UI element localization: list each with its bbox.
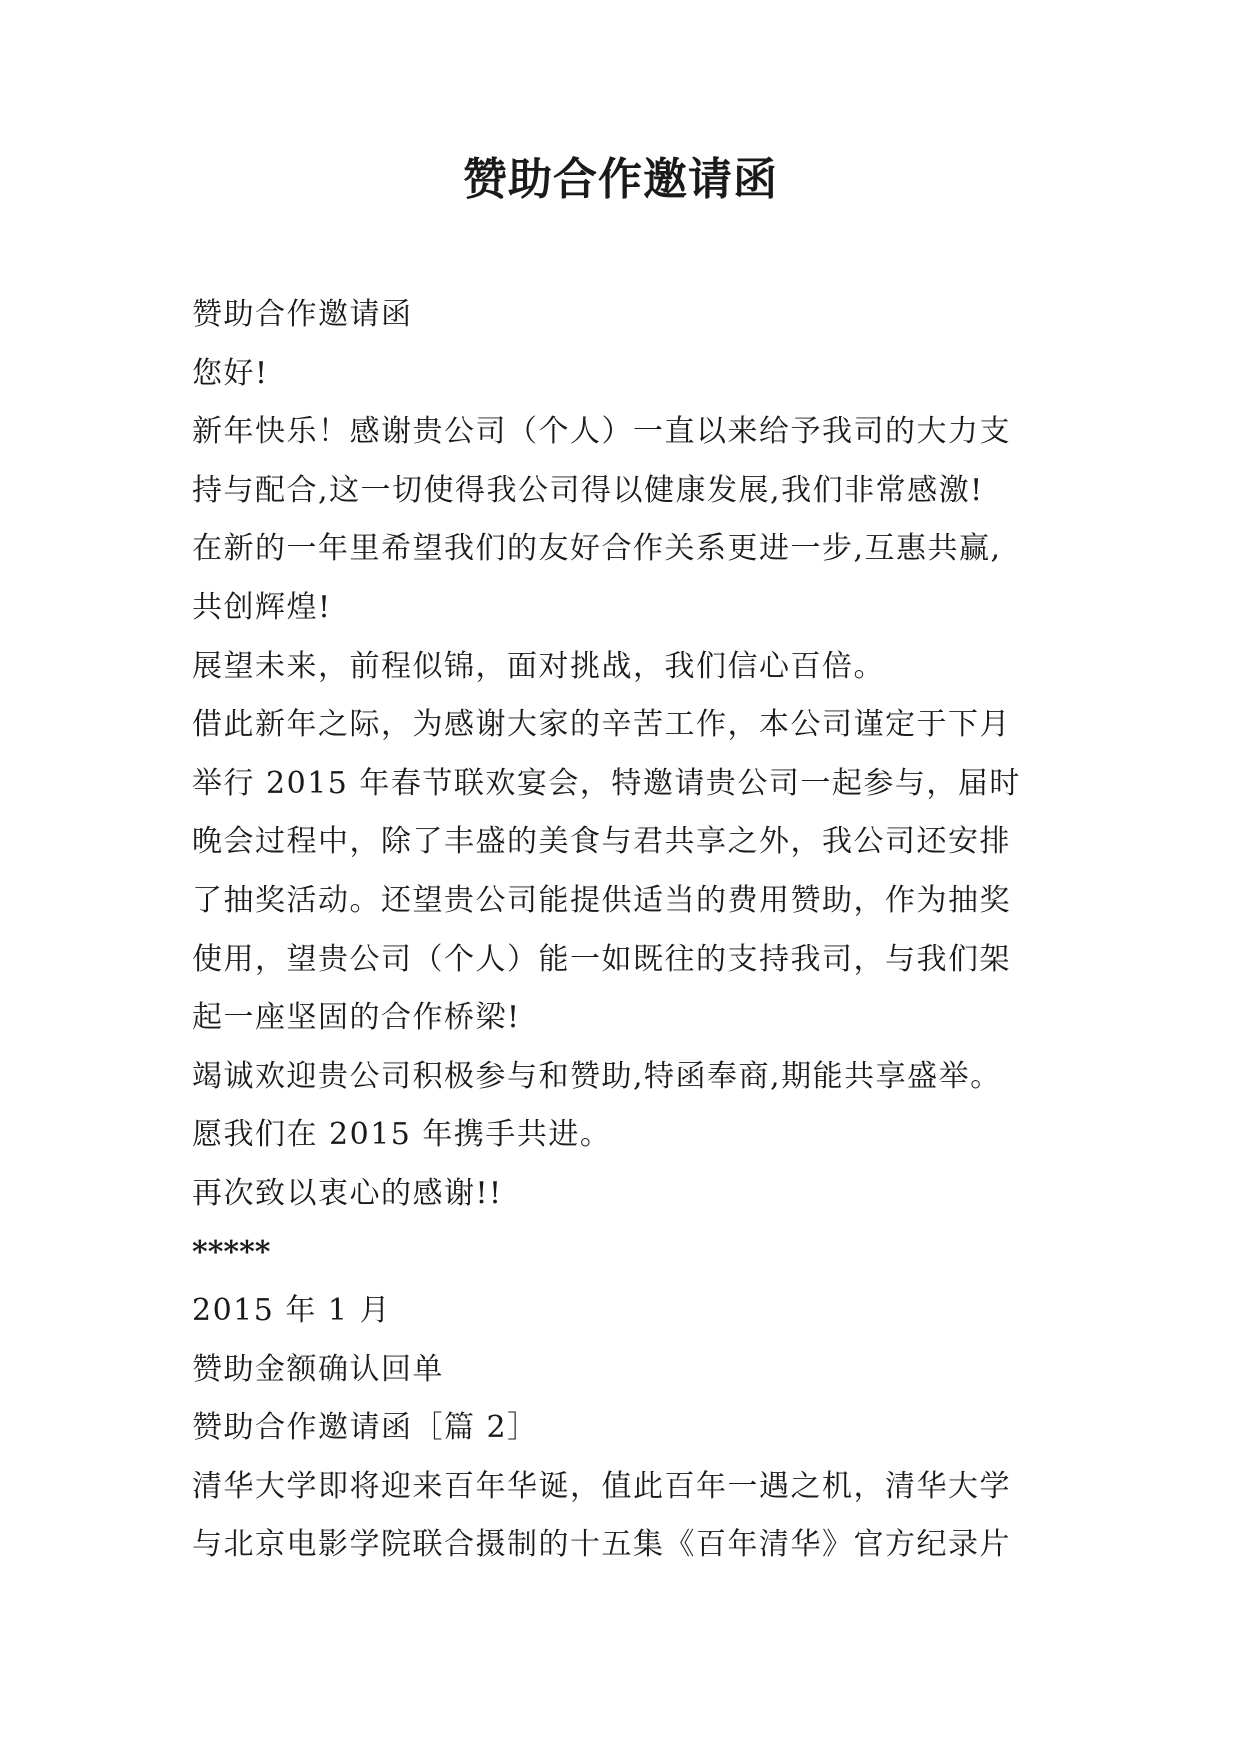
body-line: 与北京电影学院联合摄制的十五集《百年清华》官方纪录片 [192, 1527, 1011, 1563]
body-line: 共创辉煌! [192, 589, 332, 625]
body-line: 持与配合,这一切使得我公司得以健康发展,我们非常感激! [192, 472, 984, 508]
body-line: 新年快乐！感谢贵公司（个人）一直以来给予我司的大力支 [192, 414, 1011, 450]
body-line: 竭诚欢迎贵公司积极参与和赞助,特函奉商,期能共享盛举。 [192, 1058, 1002, 1094]
body-line: 赞助金额确认回单 [192, 1351, 444, 1387]
section-heading: 赞助合作邀请函［篇 2］ [192, 1410, 539, 1446]
signature-placeholder: ***** [192, 1234, 271, 1270]
document-title: 赞助合作邀请函 [463, 154, 778, 205]
body-line: 了抽奖活动。还望贵公司能提供适当的费用赞助，作为抽奖 [192, 882, 1011, 918]
body-line-greeting: 您好! [192, 355, 269, 391]
body-line: 展望未来，前程似锦，面对挑战，我们信心百倍。 [192, 648, 885, 684]
body-line: 清华大学即将迎来百年华诞，值此百年一遇之机，清华大学 [192, 1468, 1011, 1504]
body-line: 再次致以衷心的感谢!! [192, 1175, 503, 1211]
date-line: 2015 年 1 月 [192, 1293, 392, 1329]
body-line: 愿我们在 2015 年携手共进。 [192, 1117, 612, 1153]
body-line-subtitle: 赞助合作邀请函 [192, 297, 413, 332]
body-line: 举行 2015 年春节联欢宴会，特邀请贵公司一起参与，届时 [192, 765, 1021, 801]
body-line: 在新的一年里希望我们的友好合作关系更进一步,互惠共赢, [192, 531, 1002, 567]
body-line: 借此新年之际，为感谢大家的辛苦工作，本公司谨定于下月 [192, 707, 1011, 743]
body-line: 使用，望贵公司（个人）能一如既往的支持我司，与我们架 [192, 941, 1011, 977]
body-line: 起一座坚固的合作桥梁! [192, 1000, 521, 1036]
document-body [192, 286, 1062, 1575]
body-line: 晚会过程中，除了丰盛的美食与君共享之外，我公司还安排 [192, 824, 1011, 860]
